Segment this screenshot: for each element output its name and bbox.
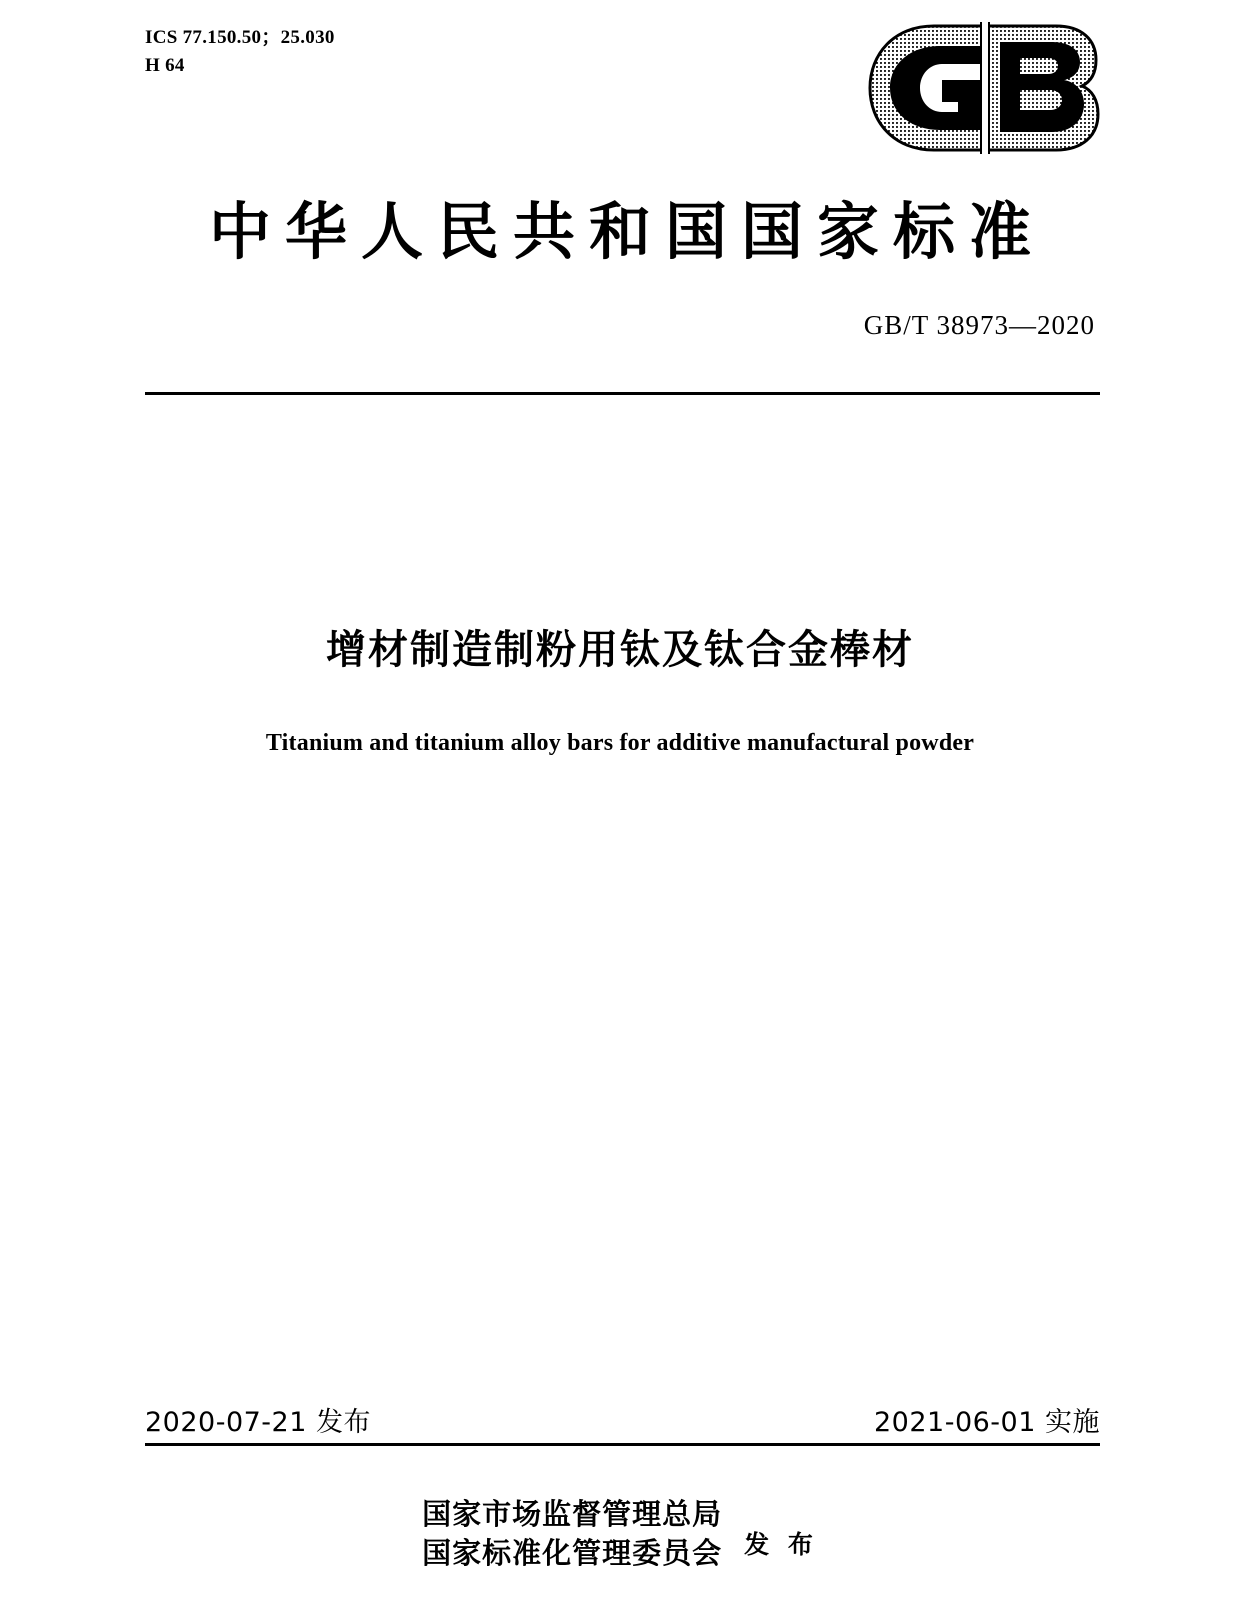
document-title-english: Titanium and titanium alloy bars for additive manufactural powder (265, 730, 975, 756)
ics-code: ICS 77.150.50；25.030 (145, 27, 335, 48)
footer-divider (145, 1443, 1100, 1446)
issue-date: 2020-07-21 发布 (145, 1407, 371, 1438)
document-title-chinese: 增材制造制粉用钛及钛合金棒材 (326, 627, 914, 673)
effective-date: 2021-06-01 实施 (874, 1407, 1100, 1438)
publisher-line-1: 国家市场监督管理总局 (422, 1497, 723, 1531)
publisher-names (422, 1495, 722, 1573)
gb-emblem-icon (860, 18, 1100, 158)
standard-number: GB/T 38973—2020 (863, 310, 1095, 340)
publisher-block (0, 1495, 1240, 1573)
ics-classification-block (145, 24, 335, 79)
publisher-line-2: 国家标准化管理委员会 (422, 1536, 723, 1571)
national-standard-title: 中华人民共和国国家标准 (208, 195, 1045, 268)
publish-label: 发 布 (744, 1530, 818, 1560)
header-divider (145, 392, 1100, 395)
ccs-code: H 64 (145, 54, 185, 76)
